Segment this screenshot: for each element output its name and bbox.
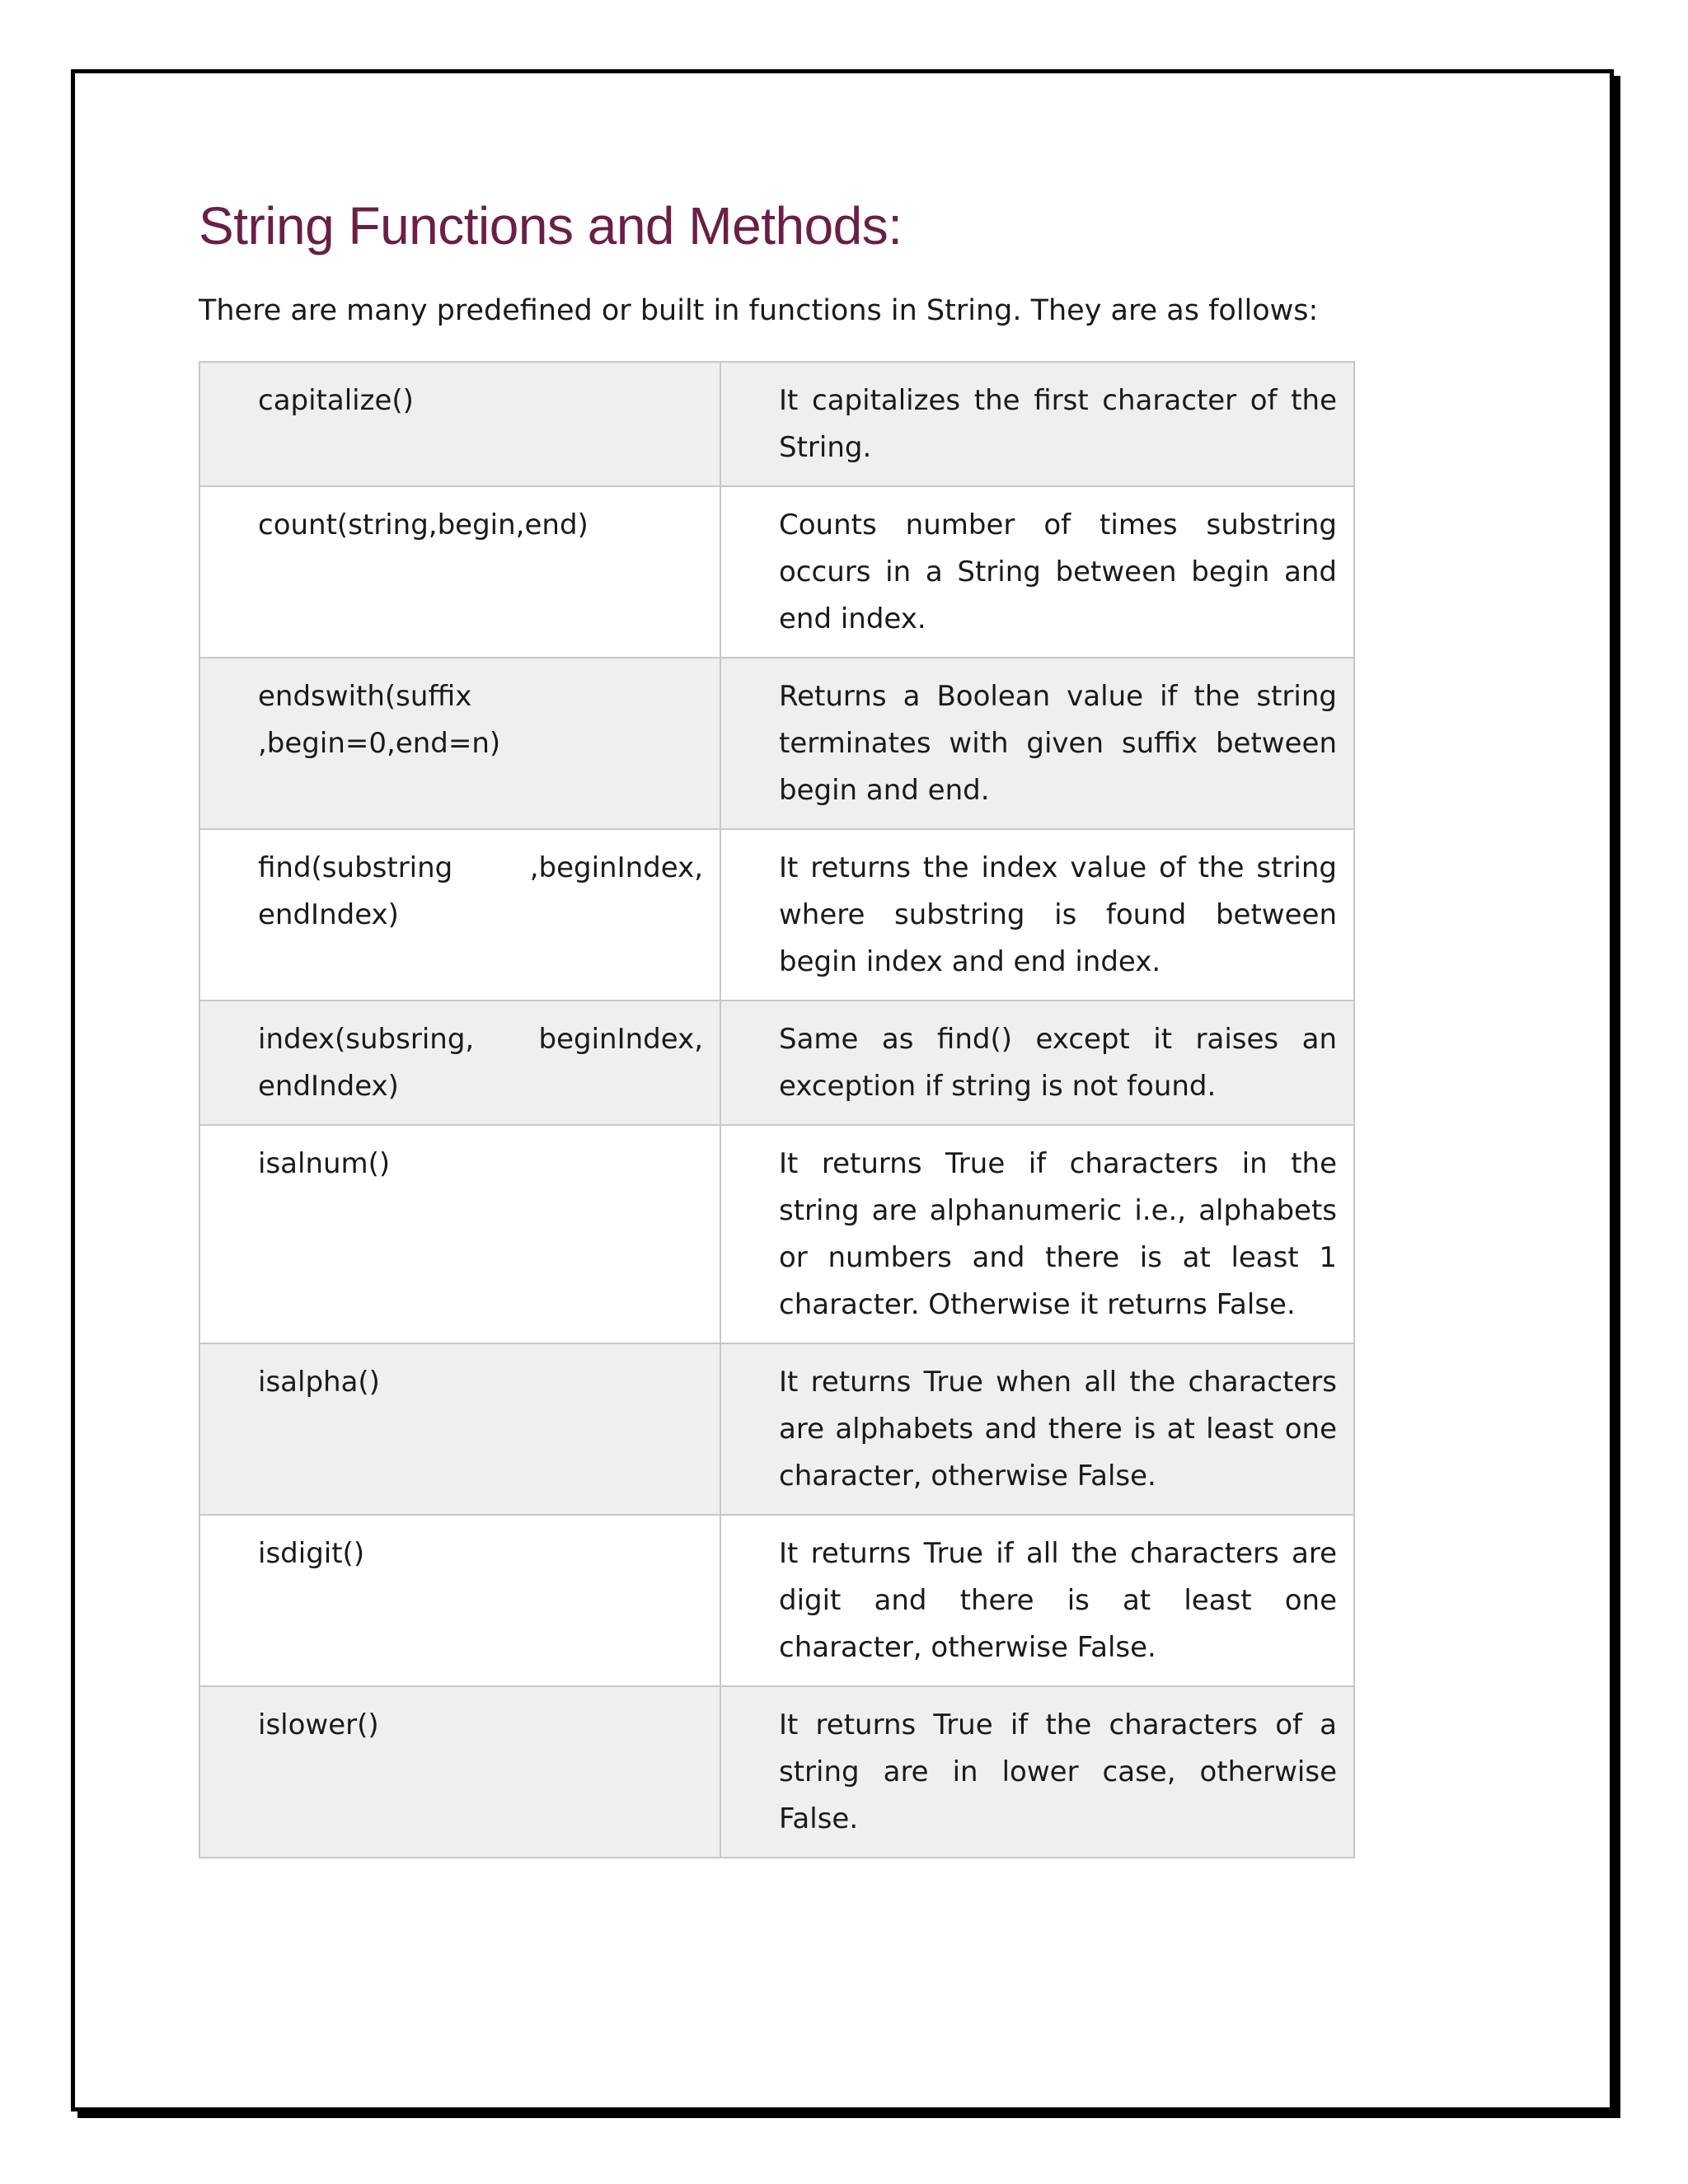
function-name-cell: isdigit() xyxy=(199,1515,720,1686)
function-name-cell: isalpha() xyxy=(199,1343,720,1515)
table-row xyxy=(199,486,1354,658)
function-description-cell: It returns True when all the characters are alphabets and there is at least one character, otherwise False. xyxy=(720,1343,1354,1515)
table-row xyxy=(199,1343,1354,1515)
function-name-cell: capitalize() xyxy=(199,362,720,486)
intro-paragraph: There are many predefined or built in functions in String. They are as follows: xyxy=(199,293,1319,327)
table-row xyxy=(199,1001,1354,1125)
table-row xyxy=(199,1125,1354,1343)
function-description-cell: It returns True if all the characters are digit and there is at least one character, otherwise False. xyxy=(720,1515,1354,1686)
function-name-cell: find(substring ,beginIndex, endIndex) xyxy=(199,829,720,1001)
function-description-cell: It returns the index value of the string where substring is found between begin index and end index. xyxy=(720,829,1354,1001)
function-description-cell: It returns True if the characters of a string are in lower case, otherwise False. xyxy=(720,1686,1354,1858)
table-row xyxy=(199,1686,1354,1858)
table-row xyxy=(199,829,1354,1001)
function-name-cell: isalnum() xyxy=(199,1125,720,1343)
table-row xyxy=(199,658,1354,829)
function-description-cell: It capitalizes the first character of the String. xyxy=(720,362,1354,486)
function-name-cell: endswith(suffix ,begin=0,end=n) xyxy=(199,658,720,829)
function-description-cell: It returns True if characters in the string are alphanumeric i.e., alphabets or numbers and there is at least 1 character. Otherwise it returns False. xyxy=(720,1125,1354,1343)
function-name-cell: islower() xyxy=(199,1686,720,1858)
table-row xyxy=(199,1515,1354,1686)
string-functions-table xyxy=(199,361,1355,1858)
table-row xyxy=(199,362,1354,486)
page-title: String Functions and Methods: xyxy=(199,196,903,255)
function-description-cell: Returns a Boolean value if the string terminates with given suffix between begin and end. xyxy=(720,658,1354,829)
function-description-cell: Counts number of times substring occurs in a String between begin and end index. xyxy=(720,486,1354,658)
document-content xyxy=(199,194,1353,1858)
function-name-cell: index(subsring, beginIndex, endIndex) xyxy=(199,1001,720,1125)
function-name-cell: count(string,begin,end) xyxy=(199,486,720,658)
function-description-cell: Same as find() except it raises an exception if string is not found. xyxy=(720,1001,1354,1125)
